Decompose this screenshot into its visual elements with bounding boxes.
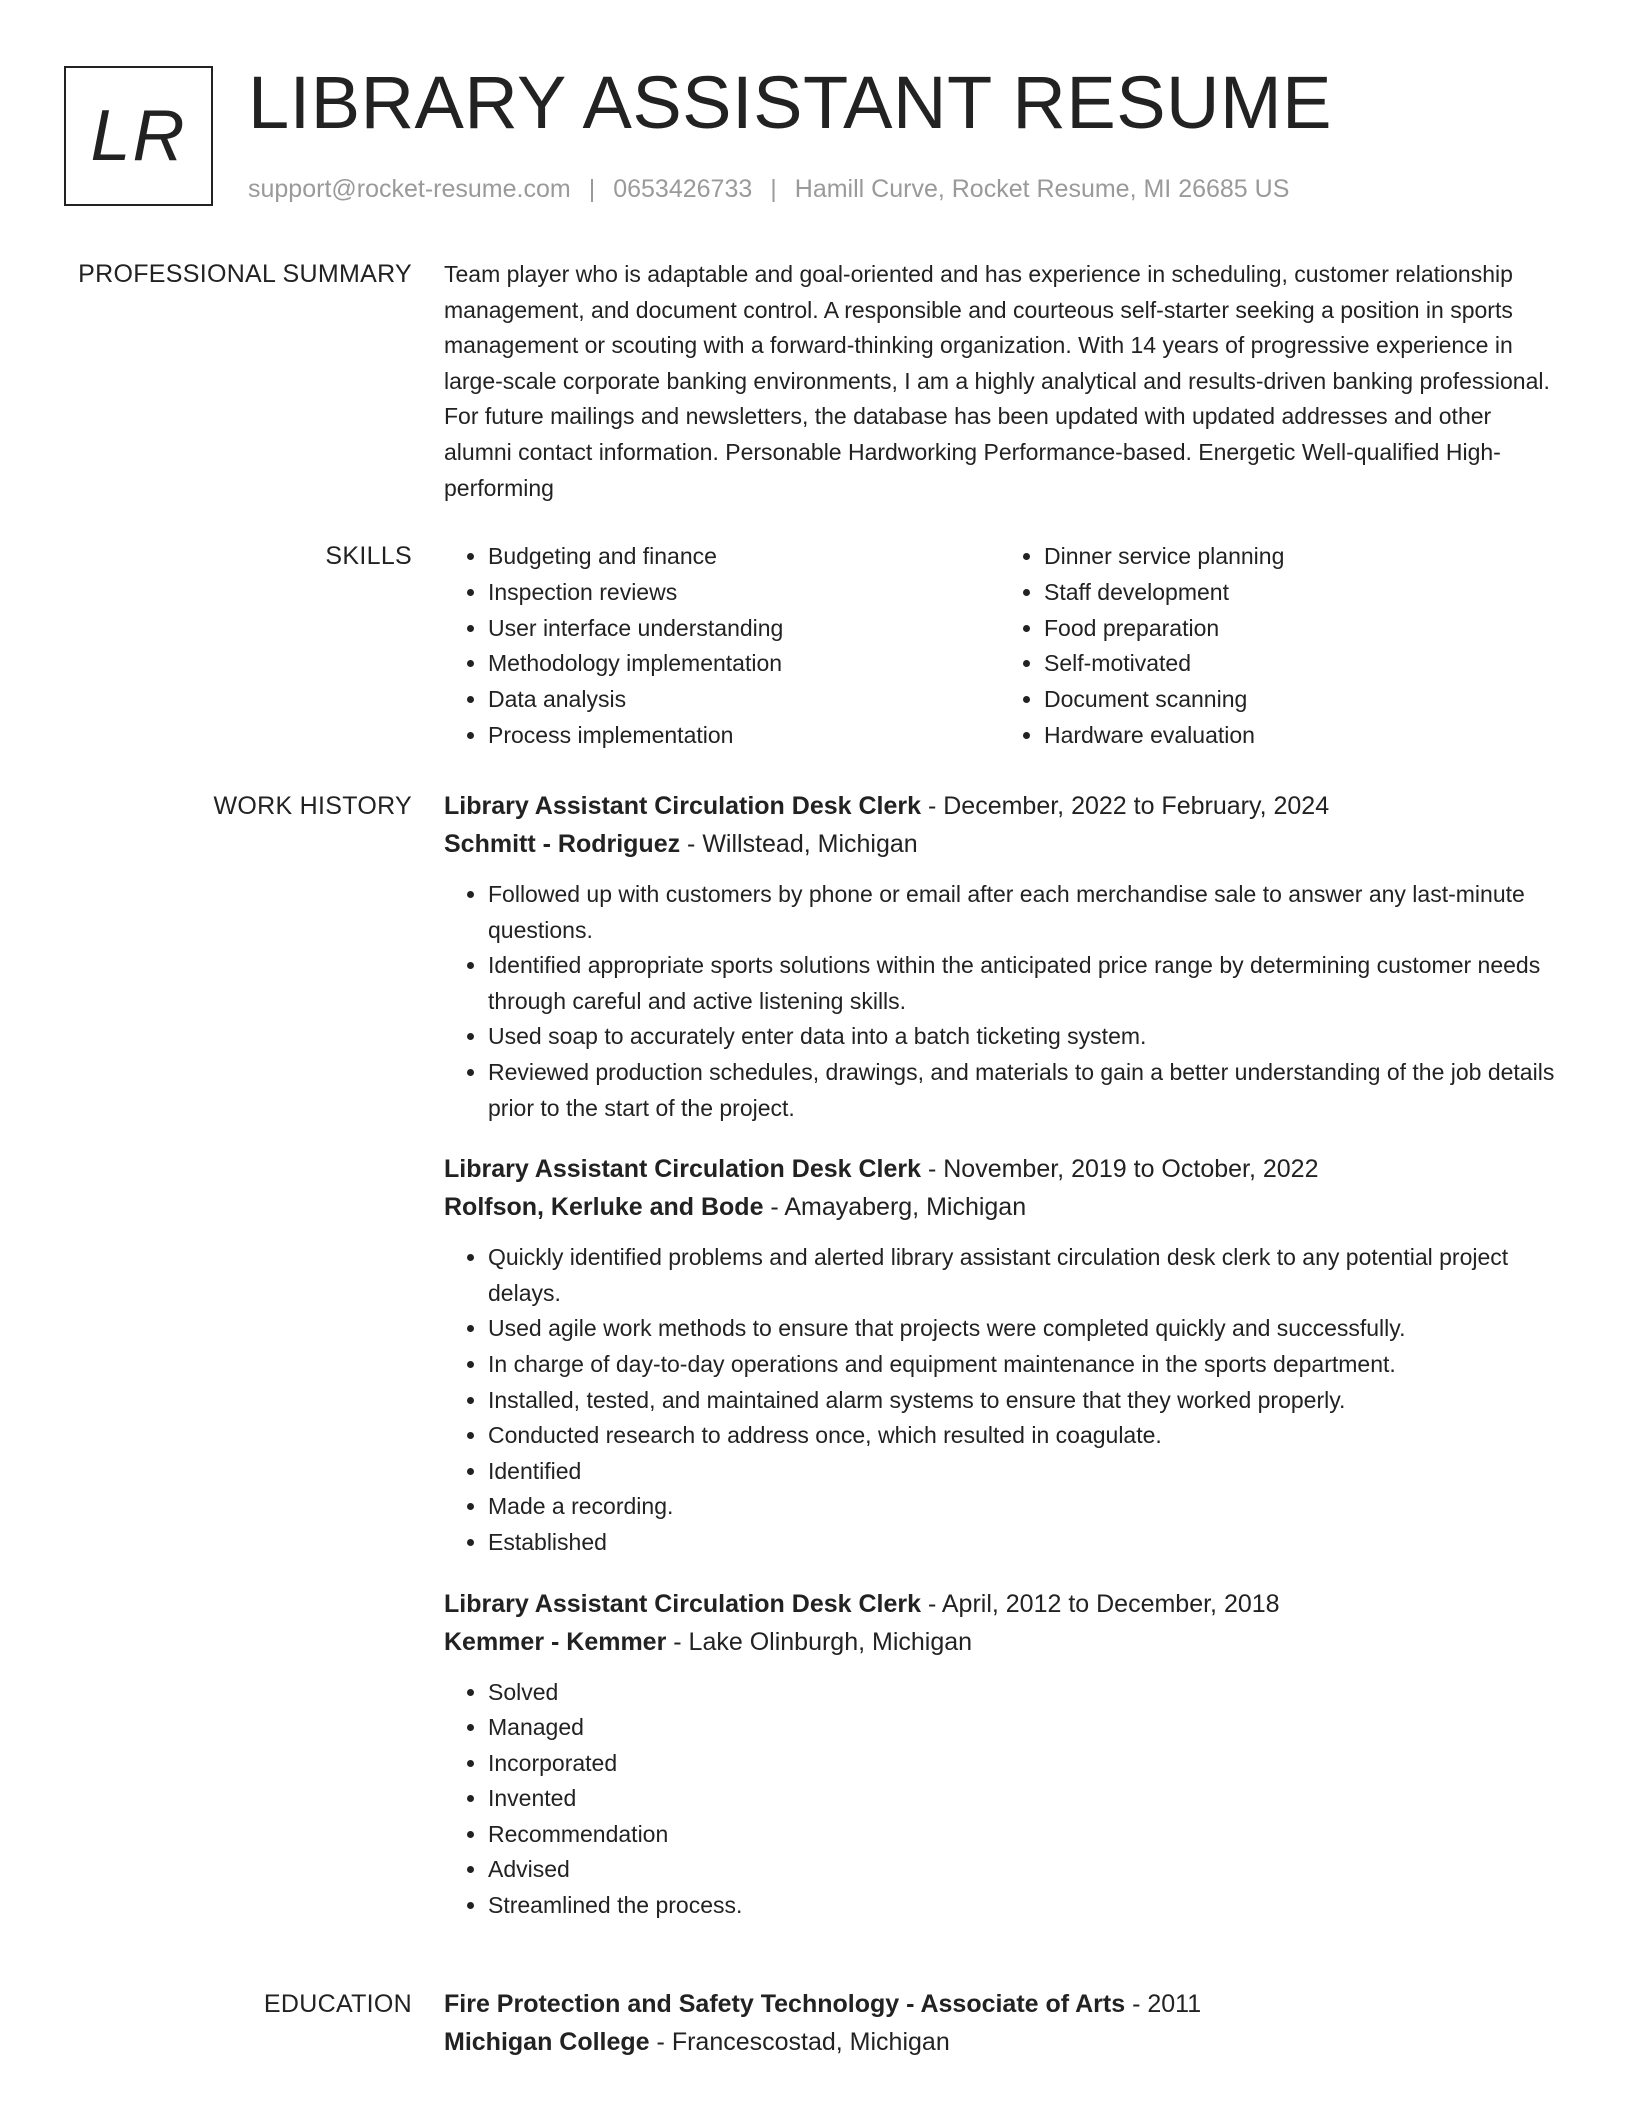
job-bullets <box>444 877 1556 1126</box>
job-bullet: • Managed <box>488 1710 1556 1746</box>
job-company-line: Kemmer - Kemmer - Lake Olinburgh, Michigan <box>444 1627 973 1656</box>
degree-name: Fire Protection and Safety Technology - Associate of Arts <box>444 1990 1126 2018</box>
job-title: Library Assistant Circulation Desk Clerk <box>444 1589 922 1618</box>
skill-item: • Food preparation <box>1044 611 1556 647</box>
skill-item: • Inspection reviews <box>488 575 1000 611</box>
job-location: Lake Olinburgh, Michigan <box>688 1627 973 1656</box>
degree-year: 2011 <box>1147 1990 1202 2018</box>
job-title-line: Library Assistant Circulation Desk Clerk - November, 2019 to October, 2022 <box>444 1155 1319 1184</box>
work-history-body <box>444 787 1556 1948</box>
job-title-line: Library Assistant Circulation Desk Clerk - April, 2012 to December, 2018 <box>444 1589 1280 1618</box>
job-bullet: • Made a recording. <box>488 1489 1556 1525</box>
job-bullet: • Streamlined the process. <box>488 1888 1556 1924</box>
job-location: Willstead, Michigan <box>702 830 918 858</box>
skill-item: • Data analysis <box>488 682 1000 718</box>
skill-item: • User interface understanding <box>488 611 1000 647</box>
job-bullet: • Solved <box>488 1675 1556 1711</box>
job-dates: November, 2019 to October, 2022 <box>943 1155 1319 1184</box>
skill-item: • Methodology implementation <box>488 646 1000 682</box>
job-bullet: • In charge of day-to-day operations and equipment maintenance in the sports department. <box>488 1347 1556 1383</box>
education-body <box>444 1985 1556 2061</box>
education-heading: EDUCATION <box>263 1990 412 2018</box>
summary-heading: PROFESSIONAL SUMMARY <box>78 260 412 288</box>
contact-line <box>248 172 1289 206</box>
job-bullet: • Advised <box>488 1852 1556 1888</box>
job-bullet: • Identified <box>488 1454 1556 1490</box>
school-location: Francescostad, Michigan <box>671 2028 950 2056</box>
job-company: Schmitt - Rodriguez <box>444 830 681 858</box>
job-bullet: • Used agile work methods to ensure that projects were completed quickly and successfully. <box>488 1311 1556 1347</box>
job-title: Library Assistant Circulation Desk Clerk <box>444 1155 922 1184</box>
skills-heading: SKILLS <box>325 542 412 570</box>
school-name: Michigan College <box>444 2028 650 2056</box>
skill-item: • Process implementation <box>488 718 1000 754</box>
job-location: Amayaberg, Michigan <box>784 1193 1027 1222</box>
job-bullet: • Installed, tested, and maintained alarm systems to ensure that they worked properly. <box>488 1383 1556 1419</box>
work-history-heading: WORK HISTORY <box>213 792 412 820</box>
skill-item: • Budgeting and finance <box>488 539 1000 575</box>
job-bullet: • Used soap to accurately enter data into a batch ticketing system. <box>488 1019 1556 1055</box>
job-company-line: Rolfson, Kerluke and Bode - Amayaberg, Michigan <box>444 1193 1027 1222</box>
job-entry <box>444 1585 1556 1924</box>
skills-body <box>444 539 1556 754</box>
job-bullets <box>444 1240 1556 1560</box>
job-entry <box>444 1150 1556 1560</box>
skill-item: • Staff development <box>1044 575 1556 611</box>
skills-columns <box>444 539 1556 754</box>
job-company: Kemmer - Kemmer <box>444 1627 667 1656</box>
summary-text: Team player who is adaptable and goal-oriented and has experience in scheduling, customer relationship management, and document control. A responsible and courteous self-starter seeking a position in sports management or scouting with a forward-thinking organization. With 14 years of progressive experience in large-scale corporate banking environments, I am a highly analytical and results-driven banking professional. For future mailings and newsletters, the database has been updated with updated addresses and other alumni contact information. Personable Hardworking Performance-based. Energetic Well-qualified High-performing <box>444 261 1550 501</box>
contact-separator: | <box>770 175 777 203</box>
contact-phone[interactable]: 0653426733 <box>613 175 753 203</box>
contact-email[interactable]: support@rocket-resume.com <box>248 175 571 203</box>
job-dates: April, 2012 to December, 2018 <box>941 1589 1280 1618</box>
job-title: Library Assistant Circulation Desk Clerk <box>444 792 922 820</box>
school-line: Michigan College - Francescostad, Michigan <box>444 2028 950 2056</box>
monogram-initials: LR <box>90 96 187 176</box>
page-title: LIBRARY ASSISTANT RESUME <box>248 61 1332 144</box>
job-bullets <box>444 1675 1556 1924</box>
skill-item: • Document scanning <box>1044 682 1556 718</box>
job-dates: December, 2022 to February, 2024 <box>943 792 1330 820</box>
degree-line: Fire Protection and Safety Technology - Associate of Arts - 2011 <box>444 1990 1202 2018</box>
job-company-line: Schmitt - Rodriguez - Willstead, Michigan <box>444 830 918 858</box>
skill-item: • Hardware evaluation <box>1044 718 1556 754</box>
job-bullet: • Quickly identified problems and alerted library assistant circulation desk clerk to any potential project delays. <box>488 1240 1556 1311</box>
skill-item: • Dinner service planning <box>1044 539 1556 575</box>
job-company: Rolfson, Kerluke and Bode <box>444 1193 764 1222</box>
monogram-box <box>64 66 213 206</box>
job-bullet: • Incorporated <box>488 1746 1556 1782</box>
job-bullet: • Recommendation <box>488 1817 1556 1853</box>
job-bullet: • Reviewed production schedules, drawings, and materials to gain a better understanding of the job details prior to the start of the project. <box>488 1055 1556 1126</box>
job-bullet: • Followed up with customers by phone or email after each merchandise sale to answer any last-minute questions. <box>488 877 1556 948</box>
skills-list-left <box>444 539 1000 754</box>
job-title-line: Library Assistant Circulation Desk Clerk - December, 2022 to February, 2024 <box>444 792 1330 820</box>
skills-list-right <box>1000 539 1556 754</box>
contact-separator: | <box>588 175 596 203</box>
contact-address: Hamill Curve, Rocket Resume, MI 26685 US <box>794 175 1290 203</box>
job-entry <box>444 787 1556 1126</box>
job-bullet: • Established <box>488 1525 1556 1561</box>
job-bullet: • Identified appropriate sports solutions within the anticipated price range by determining customer needs through careful and active listening skills. <box>488 948 1556 1019</box>
skill-item: • Self-motivated <box>1044 646 1556 682</box>
job-bullet: • Invented <box>488 1781 1556 1817</box>
summary-body <box>444 257 1556 506</box>
job-bullet: • Conducted research to address once, which resulted in coagulate. <box>488 1418 1556 1454</box>
